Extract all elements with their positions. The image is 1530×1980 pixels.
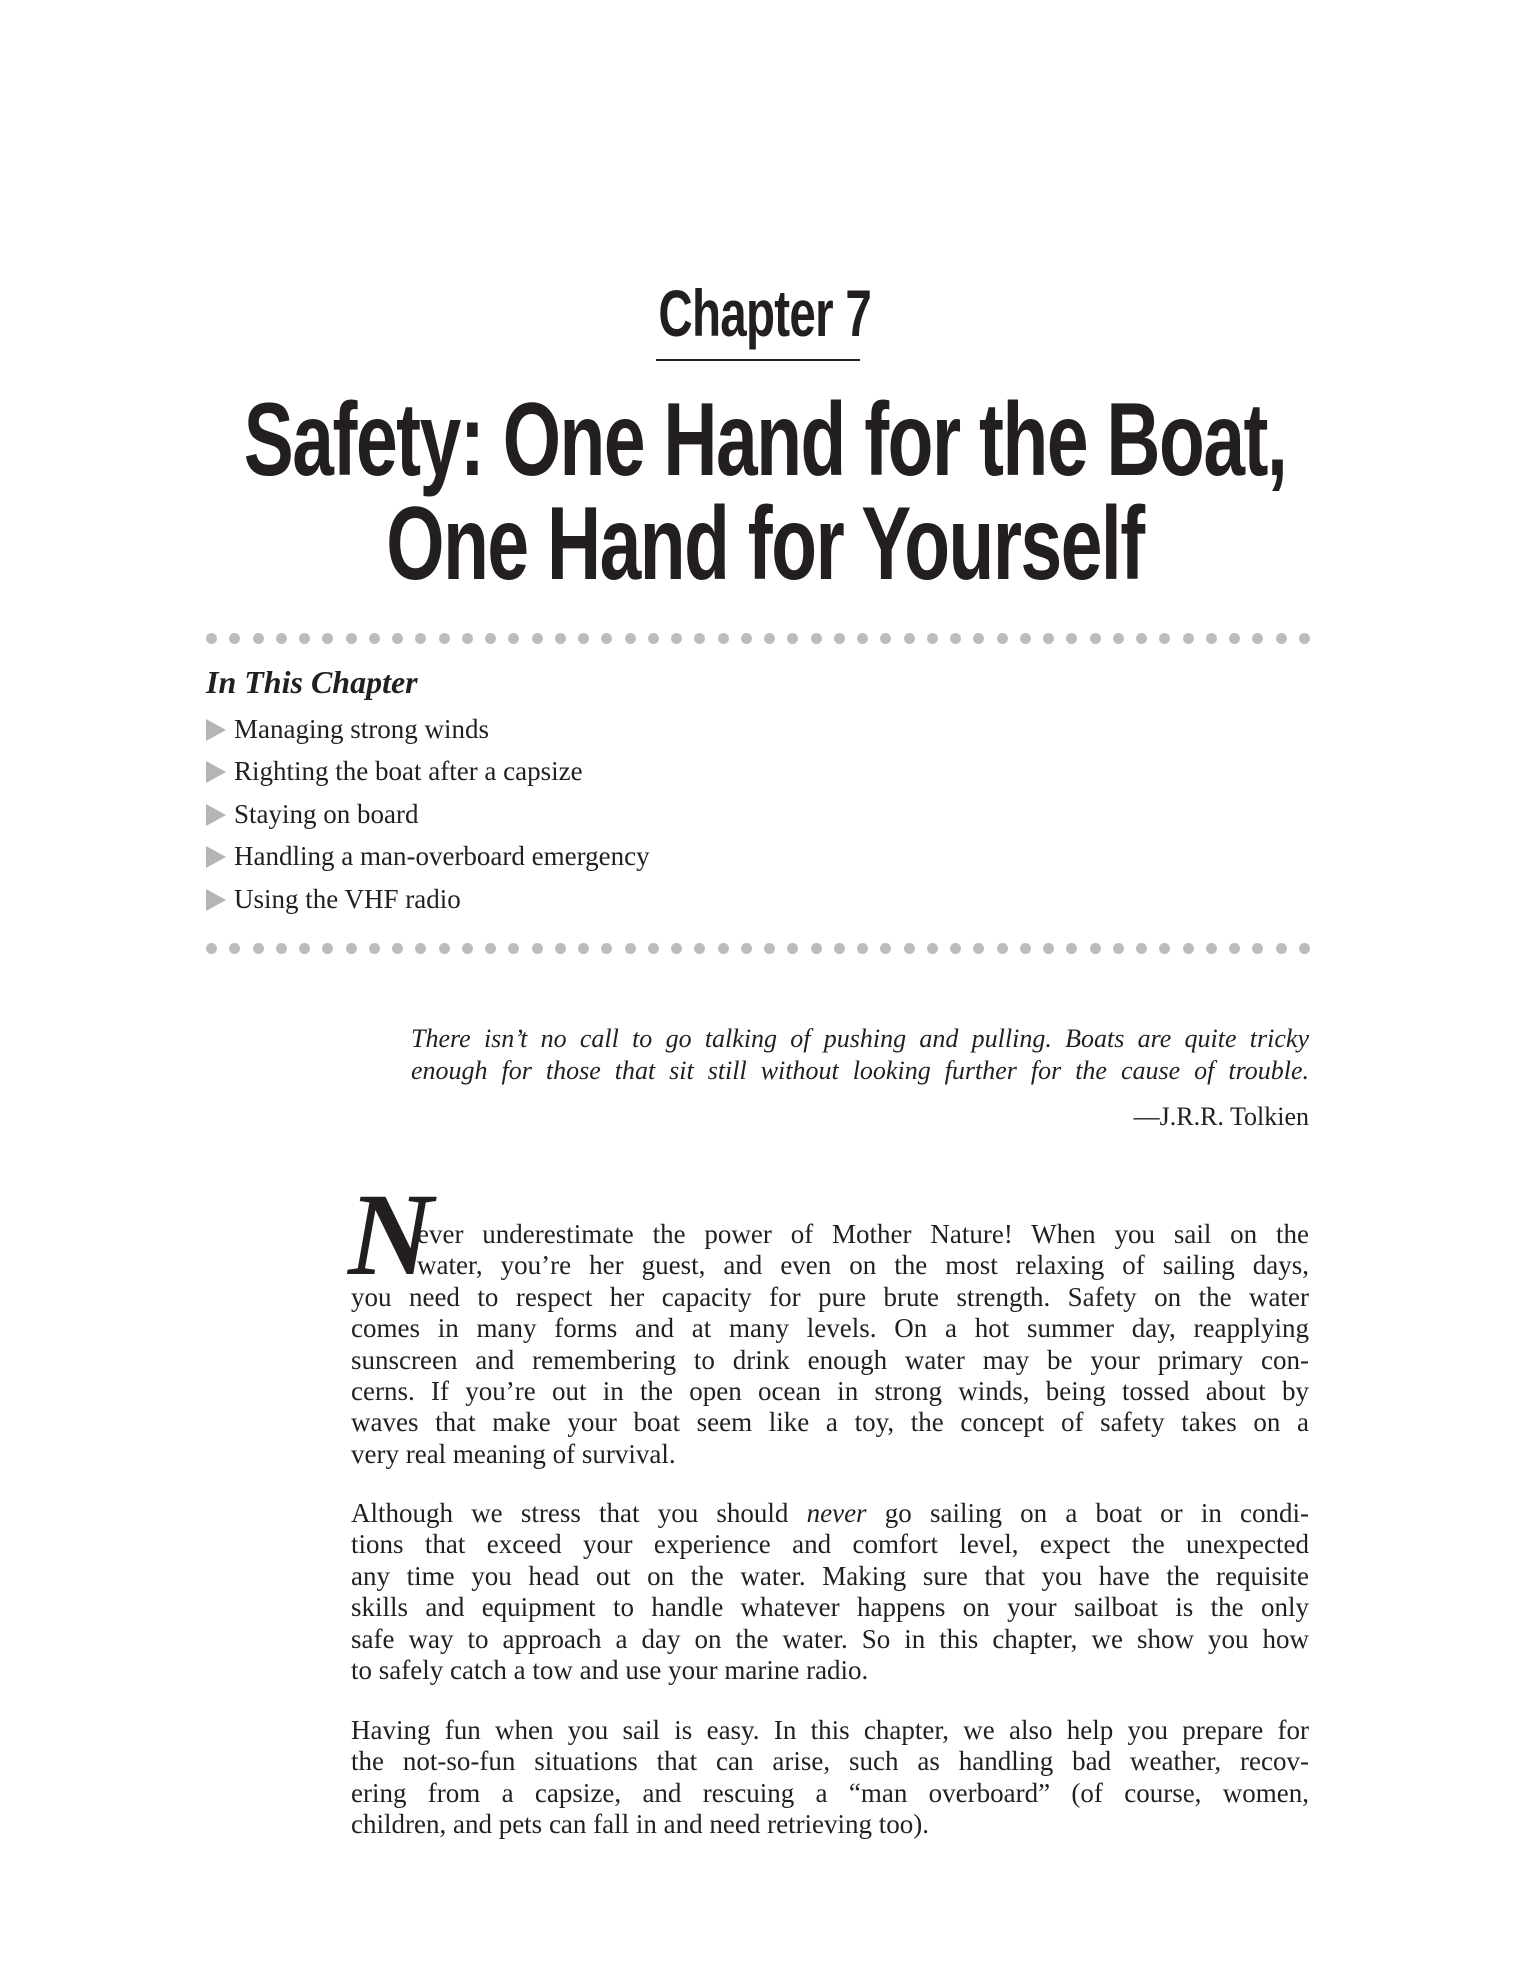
divider-dot — [253, 633, 264, 644]
divider-dot — [1252, 633, 1263, 644]
divider-dot — [648, 633, 659, 644]
divider-dot — [1020, 943, 1031, 954]
epigraph-attribution: —J.R.R. Tolkien — [1133, 1102, 1309, 1131]
divider-dot — [532, 633, 543, 644]
paragraph-line: skills and equipment to handle whatever happens on your sailboat is the only — [351, 1592, 1309, 1623]
divider-dot — [648, 943, 659, 954]
paragraph-line: ever underestimate the power of Mother Nature! When you sail on the — [417, 1219, 1309, 1249]
dotted-divider-top — [206, 633, 1310, 645]
divider-dot — [462, 943, 473, 954]
triangle-bullet-icon — [206, 846, 226, 868]
divider-dot — [601, 943, 612, 954]
paragraph-line: any time you head out on the water. Making sure that you have the requisite — [351, 1560, 1309, 1591]
divider-dot — [508, 943, 519, 954]
list-item: Using the VHF radio — [206, 883, 461, 915]
paragraph-line: Although we stress that you should never go sailing on a boat or in condi- — [351, 1498, 1310, 1528]
divider-dot — [787, 633, 798, 644]
divider-dot — [485, 943, 496, 954]
divider-dot — [904, 633, 915, 644]
divider-dot — [950, 943, 961, 954]
divider-dot — [811, 633, 822, 644]
epigraph — [411, 1023, 1309, 1087]
divider-dot — [508, 633, 519, 644]
divider-dot — [718, 633, 729, 644]
paragraph-line: ering from a capsize, and rescuing a “man overboard” (of course, women, — [351, 1777, 1309, 1808]
drop-cap: N — [348, 1169, 434, 1300]
divider-dot — [1159, 943, 1170, 954]
divider-dot — [1113, 943, 1124, 954]
divider-dot — [764, 633, 775, 644]
divider-dot — [299, 633, 310, 644]
chapter-title-line-1: Safety: One Hand for the Boat, — [243, 382, 1287, 498]
paragraph-line: comes in many forms and at many levels. On a hot summer day, reapplying — [351, 1313, 1309, 1344]
paragraph-line: you need to respect her capacity for pure brute strength. Safety on the water — [351, 1281, 1309, 1312]
divider-dot — [1206, 633, 1217, 644]
divider-dot — [997, 943, 1008, 954]
divider-dot — [462, 633, 473, 644]
list-item: Righting the boat after a capsize — [206, 755, 583, 787]
paragraph-line: Having fun when you sail is easy. In this chapter, we also help you prepare for — [351, 1715, 1309, 1745]
divider-dot — [764, 943, 775, 954]
divider-dot — [1299, 633, 1310, 644]
list-item: Handling a man-overboard emergency — [206, 840, 650, 872]
divider-dot — [741, 633, 752, 644]
divider-dot — [1229, 943, 1240, 954]
paragraph-2 — [351, 1498, 1309, 1686]
divider-dot — [532, 943, 543, 954]
divider-dot — [1020, 633, 1031, 644]
paragraph-line: waves that make your boat seem like a toy, the concept of safety takes on a — [351, 1407, 1309, 1438]
divider-dot — [322, 943, 333, 954]
divider-dot — [880, 943, 891, 954]
paragraph-line: water, you’re her guest, and even on the most relaxing of sailing days, — [417, 1250, 1309, 1281]
divider-dot — [787, 943, 798, 954]
divider-dot — [1113, 633, 1124, 644]
paragraph-line: very real meaning of survival. — [351, 1438, 676, 1469]
divider-dot — [276, 633, 287, 644]
divider-dot — [578, 633, 589, 644]
divider-dot — [834, 943, 845, 954]
divider-dot — [555, 633, 566, 644]
paragraph-line: cerns. If you’re out in the open ocean in strong winds, being tossed about by — [351, 1375, 1309, 1406]
triangle-bullet-icon — [206, 889, 226, 911]
chapter-title-line-2: One Hand for Yourself — [386, 486, 1144, 602]
divider-dot — [206, 633, 217, 644]
divider-dot — [299, 943, 310, 954]
divider-dot — [625, 943, 636, 954]
divider-dot — [1206, 943, 1217, 954]
divider-dot — [880, 633, 891, 644]
divider-dot — [346, 633, 357, 644]
divider-dot — [253, 943, 264, 954]
divider-dot — [415, 633, 426, 644]
divider-dot — [973, 943, 984, 954]
divider-dot — [1066, 633, 1077, 644]
divider-dot — [1066, 943, 1077, 954]
divider-dot — [369, 633, 380, 644]
divider-dot — [997, 633, 1008, 644]
divider-dot — [229, 633, 240, 644]
divider-dot — [1183, 633, 1194, 644]
triangle-bullet-icon — [206, 761, 226, 783]
divider-dot — [276, 943, 287, 954]
in-this-chapter-heading: In This Chapter — [206, 664, 418, 700]
divider-dot — [625, 633, 636, 644]
divider-dot — [671, 943, 682, 954]
triangle-bullet-icon — [206, 804, 226, 826]
divider-dot — [229, 943, 240, 954]
divider-dot — [671, 633, 682, 644]
divider-dot — [1159, 633, 1170, 644]
divider-dot — [392, 633, 403, 644]
divider-dot — [1043, 633, 1054, 644]
divider-dot — [927, 633, 938, 644]
paragraph-line: to safely catch a tow and use your marine radio. — [351, 1654, 869, 1685]
divider-dot — [857, 633, 868, 644]
paragraph-line: tions that exceed your experience and comfort level, expect the unexpected — [351, 1529, 1309, 1560]
divider-dot — [1136, 633, 1147, 644]
divider-dot — [973, 633, 984, 644]
divider-dot — [485, 633, 496, 644]
divider-dot — [346, 943, 357, 954]
divider-dot — [1090, 943, 1101, 954]
paragraph-line: safe way to approach a day on the water. So in this chapter, we show you how — [351, 1623, 1309, 1654]
divider-dot — [601, 633, 612, 644]
divider-dot — [1276, 633, 1287, 644]
divider-dot — [741, 943, 752, 954]
divider-dot — [811, 943, 822, 954]
divider-dot — [904, 943, 915, 954]
divider-dot — [555, 943, 566, 954]
divider-dot — [1136, 943, 1147, 954]
divider-dot — [1276, 943, 1287, 954]
list-item: Managing strong winds — [206, 713, 489, 745]
divider-dot — [206, 943, 217, 954]
divider-dot — [1043, 943, 1054, 954]
chapter-rule — [656, 359, 860, 361]
divider-dot — [834, 633, 845, 644]
paragraph-line: sunscreen and remembering to drink enough water may be your primary con- — [351, 1344, 1309, 1375]
divider-dot — [1090, 633, 1101, 644]
paragraph-1 — [351, 1219, 1309, 1470]
divider-dot — [950, 633, 961, 644]
paragraph-3 — [351, 1715, 1309, 1841]
paragraph-line: the not-so-fun situations that can arise, such as handling bad weather, recov- — [351, 1746, 1309, 1777]
divider-dot — [694, 633, 705, 644]
epigraph-line: enough for those that sit still without looking further for the cause of trouble. — [411, 1056, 1309, 1085]
divider-dot — [415, 943, 426, 954]
divider-dot — [439, 943, 450, 954]
epigraph-line: There isn’t no call to go talking of pushing and pulling. Boats are quite tricky — [411, 1024, 1309, 1053]
dotted-divider-bottom — [206, 943, 1310, 955]
divider-dot — [1252, 943, 1263, 954]
list-item: Staying on board — [206, 798, 418, 830]
divider-dot — [439, 633, 450, 644]
divider-dot — [369, 943, 380, 954]
divider-dot — [578, 943, 589, 954]
triangle-bullet-icon — [206, 719, 226, 741]
chapter-number: Chapter 7 — [658, 276, 872, 350]
divider-dot — [857, 943, 868, 954]
paragraph-line: children, and pets can fall in and need retrieving too). — [351, 1809, 930, 1840]
divider-dot — [718, 943, 729, 954]
divider-dot — [1229, 633, 1240, 644]
divider-dot — [322, 633, 333, 644]
divider-dot — [927, 943, 938, 954]
divider-dot — [694, 943, 705, 954]
divider-dot — [1183, 943, 1194, 954]
divider-dot — [1299, 943, 1310, 954]
divider-dot — [392, 943, 403, 954]
